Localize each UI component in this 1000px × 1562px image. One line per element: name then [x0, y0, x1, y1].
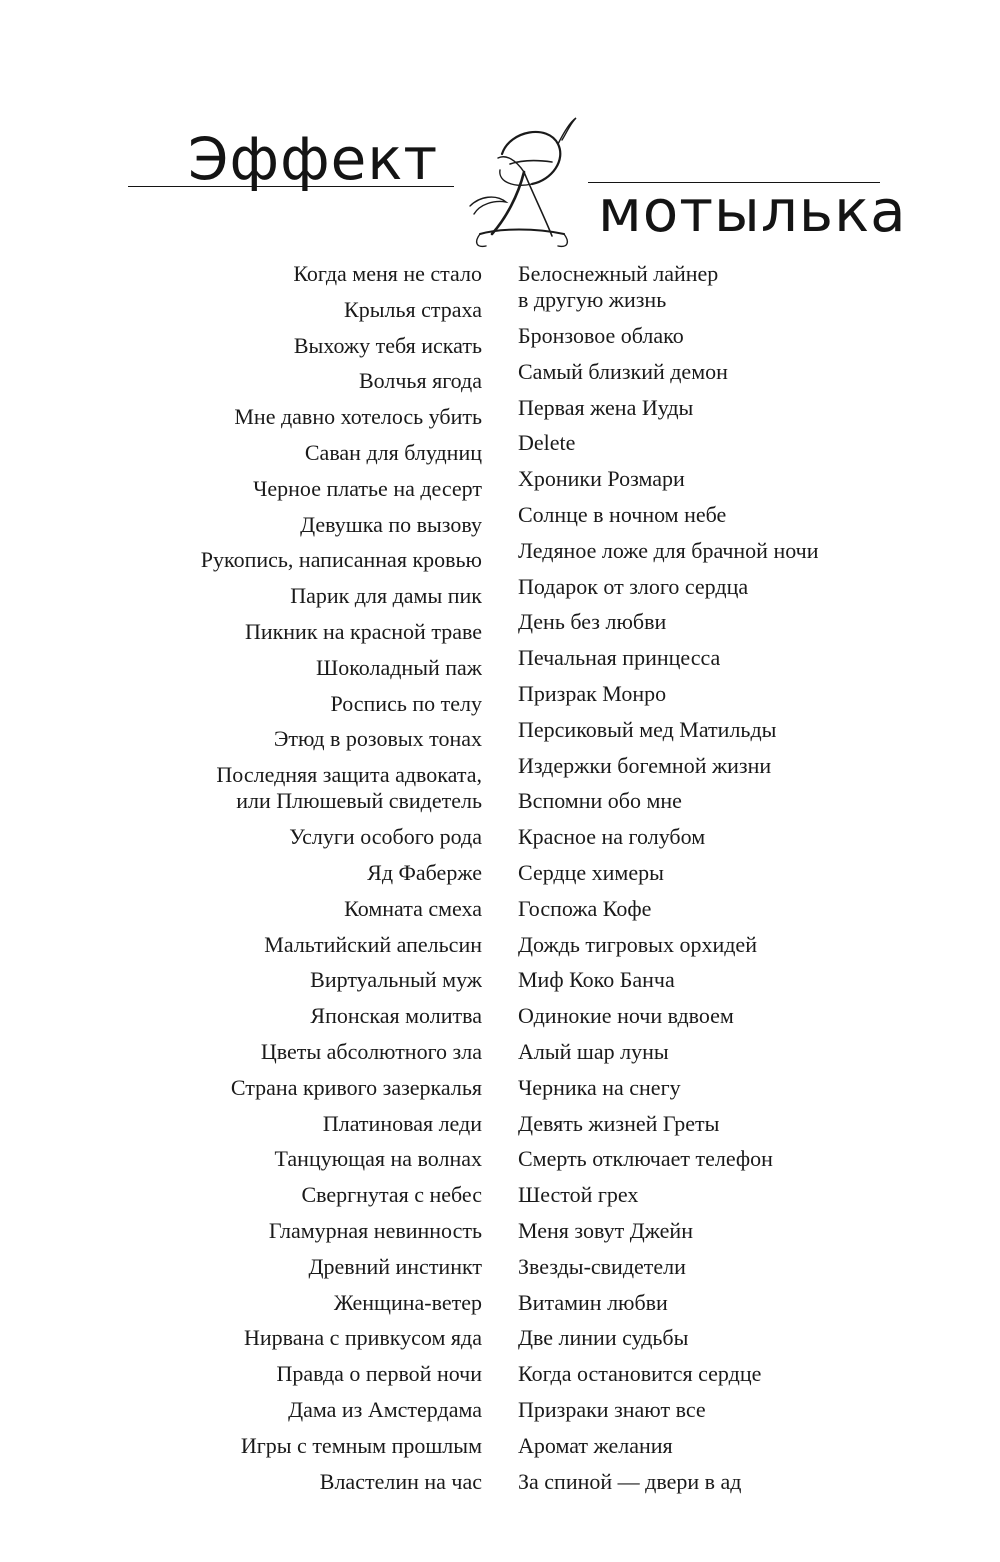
book-title-line: Танцующая на волнах — [274, 1146, 482, 1172]
book-title-line: Звезды-свидетели — [518, 1253, 686, 1279]
book-title-line: Девушка по вызову — [300, 511, 482, 537]
book-title — [518, 932, 898, 958]
book-title-line: Подарок от злого сердца — [518, 573, 749, 599]
book-title-line: Древний инстинкт — [308, 1253, 482, 1279]
book-title-line: Солнце в ночном небе — [518, 501, 727, 527]
book-title-line: Две линии судьбы — [518, 1325, 689, 1351]
book-title — [120, 1111, 482, 1137]
book-title-line: Вспомни обо мне — [518, 788, 682, 814]
book-title-line: Волчья ягода — [359, 368, 482, 394]
book-title-line: Роспись по телу — [330, 690, 482, 716]
book-title — [518, 1075, 898, 1101]
book-title — [120, 896, 482, 922]
book-title-line: Когда меня не стало — [293, 261, 482, 286]
series-title-left: Эффект — [188, 125, 439, 193]
book-title-line: Одинокие ночи вдвоем — [518, 1003, 734, 1029]
book-title — [518, 323, 898, 349]
book-title-line: в другую жизнь — [518, 287, 667, 313]
book-title — [120, 932, 482, 958]
book-title-line: Шоколадный паж — [316, 654, 482, 680]
book-title — [518, 395, 898, 421]
book-title-line: Госпожа Кофе — [518, 895, 652, 921]
book-title-line: Бронзовое облако — [518, 323, 684, 348]
book-title — [518, 261, 898, 313]
book-title — [518, 788, 898, 814]
book-title-line: День без любви — [518, 609, 667, 635]
book-title — [120, 860, 482, 886]
book-title — [120, 1003, 482, 1029]
book-title-line: Женщина-ветер — [333, 1289, 482, 1315]
book-title-line: Парик для дамы пик — [290, 583, 482, 609]
book-title — [120, 1469, 482, 1495]
book-title — [518, 681, 898, 707]
book-title — [120, 1254, 482, 1280]
book-title-line: Правда о первой ночи — [276, 1361, 482, 1387]
book-title-line: Черное платье на десерт — [253, 475, 482, 501]
book-title — [120, 476, 482, 502]
book-title-line: Услуги особого рода — [289, 824, 482, 850]
book-title — [518, 967, 898, 993]
book-title-line: Алый шар луны — [518, 1038, 669, 1064]
book-title-line: Этюд в розовых тонах — [273, 726, 482, 752]
book-title — [120, 1182, 482, 1208]
book-title — [518, 1111, 898, 1137]
book-title-line: Японская молитва — [310, 1003, 482, 1029]
book-title-line: Дождь тигровых орхидей — [518, 931, 757, 957]
book-title — [518, 896, 898, 922]
book-title — [120, 583, 482, 609]
book-title — [518, 1218, 898, 1244]
book-title — [120, 547, 482, 573]
book-title-line: или Плюшевый свидетель — [236, 788, 482, 814]
book-title-line: Гламурная невинность — [268, 1217, 482, 1243]
book-title — [120, 368, 482, 394]
book-list-right — [518, 261, 898, 1504]
book-title — [518, 430, 898, 456]
book-title — [518, 1469, 898, 1495]
book-title — [120, 824, 482, 850]
book-title-line: Нирвана с привкусом яда — [244, 1325, 482, 1351]
book-title-line: Персиковый мед Матильды — [518, 716, 777, 742]
book-title — [120, 1146, 482, 1172]
book-title — [120, 1075, 482, 1101]
book-title — [518, 753, 898, 779]
book-title-line: Последняя защита адвоката, — [216, 762, 482, 788]
book-title — [120, 691, 482, 717]
book-title-line: Свергнутая с небес — [301, 1182, 482, 1208]
book-title-line: Delete — [518, 430, 576, 456]
book-title — [518, 1003, 898, 1029]
book-title — [518, 1146, 898, 1172]
book-title — [120, 655, 482, 681]
book-title-line: Ледяное ложе для брачной ночи — [518, 537, 819, 563]
book-list-left — [120, 261, 482, 1504]
book-title — [120, 404, 482, 430]
book-title — [518, 609, 898, 635]
book-title — [518, 717, 898, 743]
book-title — [120, 1361, 482, 1387]
book-title — [518, 1039, 898, 1065]
book-title — [518, 574, 898, 600]
book-title — [120, 1325, 482, 1351]
book-title — [120, 333, 482, 359]
book-title — [518, 824, 898, 850]
monogram-icon — [440, 110, 600, 250]
book-title — [518, 645, 898, 671]
book-title-line: Витамин любви — [518, 1289, 668, 1315]
book-title — [120, 297, 482, 323]
book-title — [518, 1182, 898, 1208]
book-title — [120, 440, 482, 466]
book-title — [518, 502, 898, 528]
book-title-line: Призрак Монро — [518, 680, 667, 706]
book-title-line: Шестой грех — [518, 1182, 639, 1208]
book-title — [518, 1290, 898, 1316]
book-title-line: Меня зовут Джейн — [518, 1217, 693, 1243]
book-title — [120, 619, 482, 645]
book-title-line: Самый близкий демон — [518, 358, 728, 384]
book-title-line: Виртуальный муж — [310, 967, 482, 993]
book-title — [120, 512, 482, 538]
book-title-line: Белоснежный лайнер — [518, 261, 719, 286]
book-title-line: Издержки богемной жизни — [518, 752, 772, 778]
book-title — [518, 860, 898, 886]
book-title — [518, 466, 898, 492]
book-title — [120, 1218, 482, 1244]
book-title-line: Дама из Амстердама — [288, 1396, 482, 1422]
book-title-line: Смерть отключает телефон — [518, 1146, 773, 1172]
book-title-line: Яд Фаберже — [367, 859, 482, 885]
book-title-line: Цветы абсолютного зла — [260, 1038, 482, 1064]
book-title-line: Хроники Розмари — [518, 466, 685, 492]
book-title-line: Первая жена Иуды — [518, 394, 694, 420]
book-title-line: Страна кривого зазеркалья — [230, 1074, 482, 1100]
book-title-line: Выхожу тебя искать — [293, 332, 482, 358]
book-title — [518, 1325, 898, 1351]
book-title-line: Когда остановится сердце — [518, 1361, 762, 1387]
series-title-right: мотылька — [598, 177, 907, 245]
book-title-line: Рукопись, написанная кровью — [200, 547, 482, 573]
book-title-line: Мне давно хотелось убить — [234, 404, 482, 430]
book-title — [518, 1254, 898, 1280]
book-title-line: Мальтийский апельсин — [264, 931, 482, 957]
book-title-line: Властелин на час — [319, 1468, 482, 1494]
book-title-line: Черника на снегу — [518, 1074, 681, 1100]
book-title — [120, 762, 482, 814]
book-title — [518, 538, 898, 564]
book-title — [518, 1397, 898, 1423]
book-title — [518, 1433, 898, 1459]
book-title-line: Пикник на красной траве — [244, 618, 482, 644]
book-title-line: За спиной — двери в ад — [518, 1468, 742, 1494]
book-title-line: Красное на голубом — [518, 824, 706, 850]
book-title — [120, 1433, 482, 1459]
book-title — [518, 359, 898, 385]
book-title-line: Призраки знают все — [518, 1396, 706, 1422]
book-title-line: Аромат желания — [518, 1432, 673, 1458]
book-title — [120, 967, 482, 993]
book-title-line: Саван для блудниц — [304, 439, 482, 465]
book-title-line: Девять жизней Греты — [518, 1110, 720, 1136]
book-title-line: Комната смеха — [344, 895, 482, 921]
book-title-line: Сердце химеры — [518, 859, 664, 885]
book-title — [120, 726, 482, 752]
book-title-line: Миф Коко Банча — [518, 967, 675, 993]
book-title — [518, 1361, 898, 1387]
series-header — [0, 0, 1000, 260]
book-title — [120, 1397, 482, 1423]
book-title-line: Игры с темным прошлым — [240, 1432, 482, 1458]
book-title — [120, 261, 482, 287]
book-title-line: Печальная принцесса — [518, 645, 721, 671]
book-title-line: Крылья страха — [344, 296, 482, 322]
book-title-line: Платиновая леди — [322, 1110, 482, 1136]
book-title — [120, 1039, 482, 1065]
book-title — [120, 1290, 482, 1316]
